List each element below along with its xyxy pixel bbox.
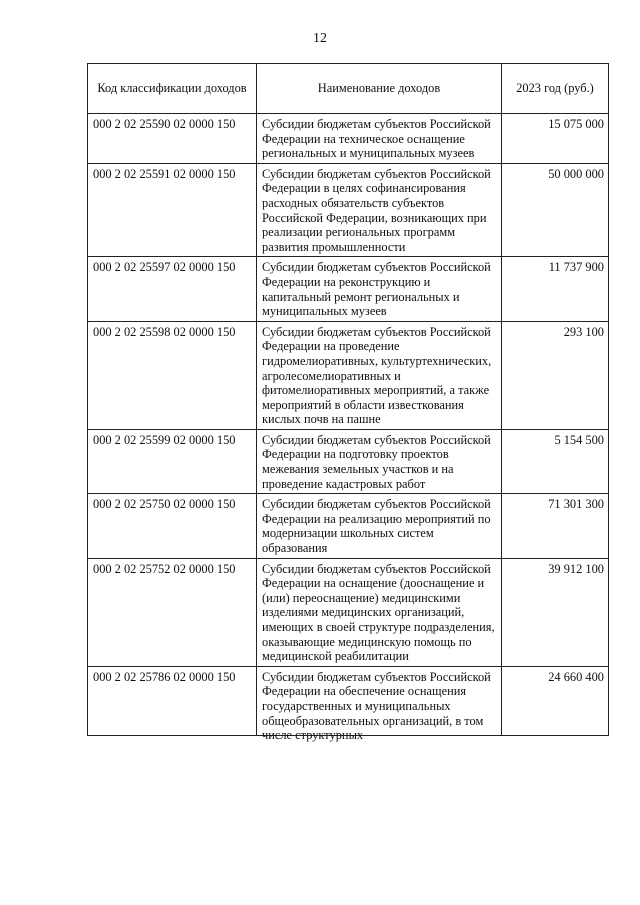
row-name-cell bbox=[257, 666, 502, 743]
row-code: 000 2 02 25597 02 0000 150 bbox=[88, 257, 257, 321]
row-amount: 39 912 100 bbox=[502, 558, 609, 666]
row-amount: 293 100 bbox=[502, 321, 609, 429]
row-code: 000 2 02 25591 02 0000 150 bbox=[88, 163, 257, 257]
row-amount: 15 075 000 bbox=[502, 114, 609, 164]
table-header-row bbox=[88, 64, 609, 114]
table-row bbox=[88, 163, 609, 257]
page-number: 12 bbox=[313, 31, 327, 46]
table-row bbox=[88, 321, 609, 429]
row-code: 000 2 02 25750 02 0000 150 bbox=[88, 494, 257, 558]
table-row bbox=[88, 666, 609, 735]
table-row bbox=[88, 494, 609, 558]
table-row bbox=[88, 558, 609, 666]
row-name: Субсидии бюджетам субъектов Российской Федерации на проведение гидромелиоративных, культуртехнических, агролесомелиоративных и фитомелиоративных мероприятий, а также мероприятий в области известкования кислых почв на пашне bbox=[257, 321, 502, 429]
header-code: Код классификации доходов bbox=[88, 64, 257, 114]
row-name: Субсидии бюджетам субъектов Российской Федерации на реконструкцию и капитальный ремонт региональных и муниципальных музеев bbox=[257, 257, 502, 321]
row-code: 000 2 02 25786 02 0000 150 bbox=[88, 666, 257, 735]
row-name: Субсидии бюджетам субъектов Российской Федерации на обеспечение оснащения государственных и муниципальных общеобразовательных организаций, в том числе структурных bbox=[262, 669, 491, 743]
row-code: 000 2 02 25590 02 0000 150 bbox=[88, 114, 257, 164]
table-row bbox=[88, 257, 609, 321]
revenue-table bbox=[87, 63, 609, 743]
header-amount: 2023 год (руб.) bbox=[502, 64, 609, 114]
row-name: Субсидии бюджетам субъектов Российской Федерации на техническое оснащение региональных и муниципальных музеев bbox=[257, 114, 502, 164]
row-code: 000 2 02 25598 02 0000 150 bbox=[88, 321, 257, 429]
row-name: Субсидии бюджетам субъектов Российской Федерации на реализацию мероприятий по модернизации школьных систем образования bbox=[257, 494, 502, 558]
table-row bbox=[88, 114, 609, 164]
row-amount: 5 154 500 bbox=[502, 429, 609, 493]
row-amount: 11 737 900 bbox=[502, 257, 609, 321]
row-amount: 24 660 400 bbox=[502, 666, 609, 735]
header-name: Наименование доходов bbox=[257, 64, 502, 114]
row-code: 000 2 02 25599 02 0000 150 bbox=[88, 429, 257, 493]
row-name: Субсидии бюджетам субъектов Российской Федерации в целях софинансирования расходных обязательств субъектов Российской Федерации, возникающих при реализации региональных программ развития промышленности bbox=[257, 163, 502, 257]
table-row bbox=[88, 429, 609, 493]
row-code: 000 2 02 25752 02 0000 150 bbox=[88, 558, 257, 666]
row-name: Субсидии бюджетам субъектов Российской Федерации на подготовку проектов межевания земельных участков и на проведение кадастровых работ bbox=[257, 429, 502, 493]
row-amount: 71 301 300 bbox=[502, 494, 609, 558]
row-name: Субсидии бюджетам субъектов Российской Федерации на оснащение (дооснащение и (или) переоснащение) медицинскими изделиями медицинских организаций, имеющих в своей структуре подразделения, оказывающие медицинскую помощь по медицинской реабилитации bbox=[257, 558, 502, 666]
row-amount: 50 000 000 bbox=[502, 163, 609, 257]
